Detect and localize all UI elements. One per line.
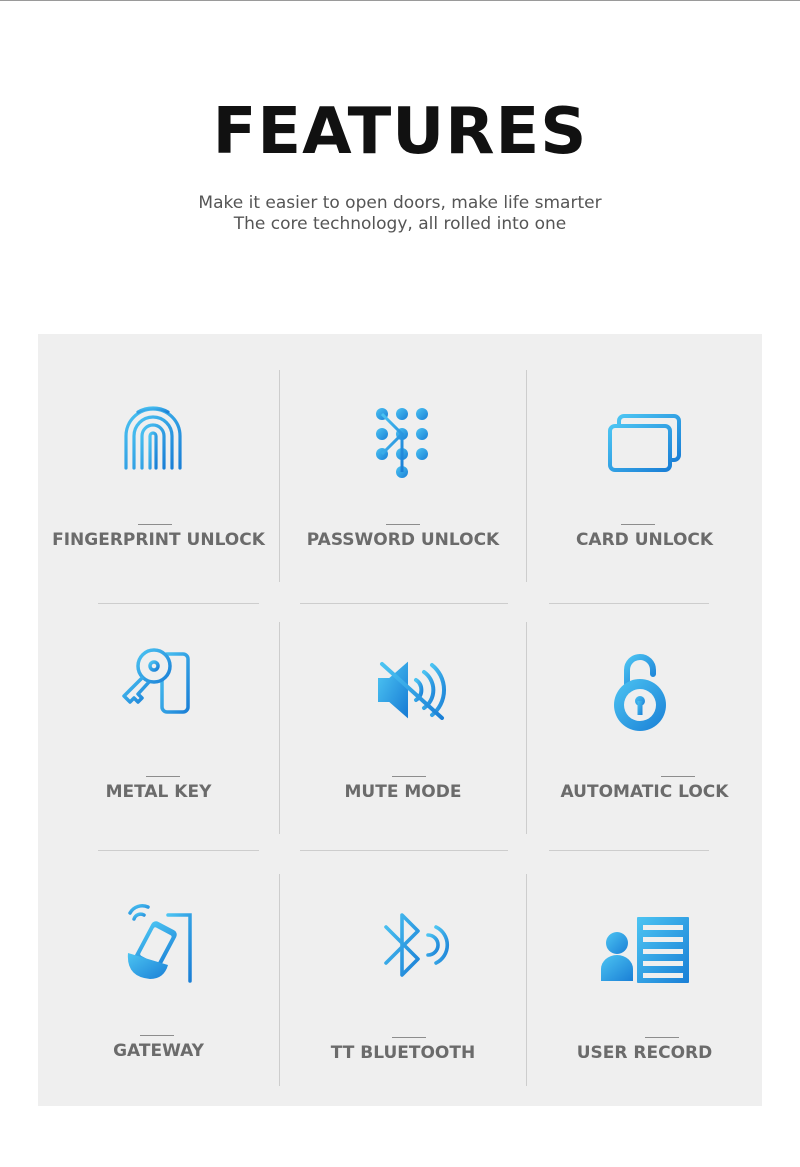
label-accent-line	[386, 524, 420, 525]
mute-speaker-icon	[376, 660, 452, 720]
page-title: FEATURES	[212, 95, 588, 169]
feature-gateway	[38, 867, 279, 1106]
feature-card-unlock	[527, 334, 762, 594]
feature-label: USER RECORD	[576, 1043, 713, 1063]
label-accent-line	[138, 524, 172, 525]
subtitle-line-1: Make it easier to open doors, make life smarter	[198, 193, 602, 213]
top-divider	[0, 0, 800, 1]
user-record-icon	[599, 917, 691, 983]
label-accent-line	[140, 1035, 174, 1036]
grid-divider-horizontal	[98, 603, 259, 604]
grid-divider-horizontal	[98, 850, 259, 851]
label-accent-line	[392, 1037, 426, 1038]
feature-label: TT BLUETOOTH	[330, 1043, 476, 1063]
features-panel	[38, 334, 762, 1106]
feature-label: METAL KEY	[105, 782, 212, 802]
bluetooth-icon	[380, 907, 450, 983]
fingerprint-icon	[120, 402, 186, 474]
grid-divider-horizontal	[549, 603, 709, 604]
label-accent-line	[621, 524, 655, 525]
feature-automatic-lock	[527, 620, 762, 850]
grid-divider-horizontal	[549, 850, 709, 851]
feature-label: AUTOMATIC LOCK	[560, 782, 729, 802]
key-icon	[120, 644, 194, 718]
feature-mute-mode	[280, 620, 526, 850]
feature-fingerprint-unlock	[38, 334, 279, 594]
padlock-icon	[611, 648, 669, 732]
phone-gateway-icon	[120, 903, 194, 983]
feature-metal-key	[38, 620, 279, 850]
feature-label: PASSWORD UNLOCK	[306, 530, 500, 550]
feature-user-record	[527, 867, 762, 1106]
feature-tt-bluetooth	[280, 867, 526, 1106]
grid-divider-horizontal	[300, 850, 508, 851]
feature-label: FINGERPRINT UNLOCK	[52, 530, 265, 550]
label-accent-line	[146, 776, 180, 777]
label-accent-line	[645, 1037, 679, 1038]
label-accent-line	[661, 776, 695, 777]
card-icon	[607, 412, 683, 474]
feature-label: MUTE MODE	[344, 782, 462, 802]
keypad-icon	[370, 404, 436, 480]
label-accent-line	[392, 776, 426, 777]
feature-label: CARD UNLOCK	[575, 530, 714, 550]
subtitle-line-2: The core technology, all rolled into one	[233, 214, 567, 234]
page-subtitle	[0, 193, 800, 235]
feature-label: GATEWAY	[113, 1041, 204, 1061]
feature-password-unlock	[280, 334, 526, 594]
grid-divider-horizontal	[300, 603, 508, 604]
